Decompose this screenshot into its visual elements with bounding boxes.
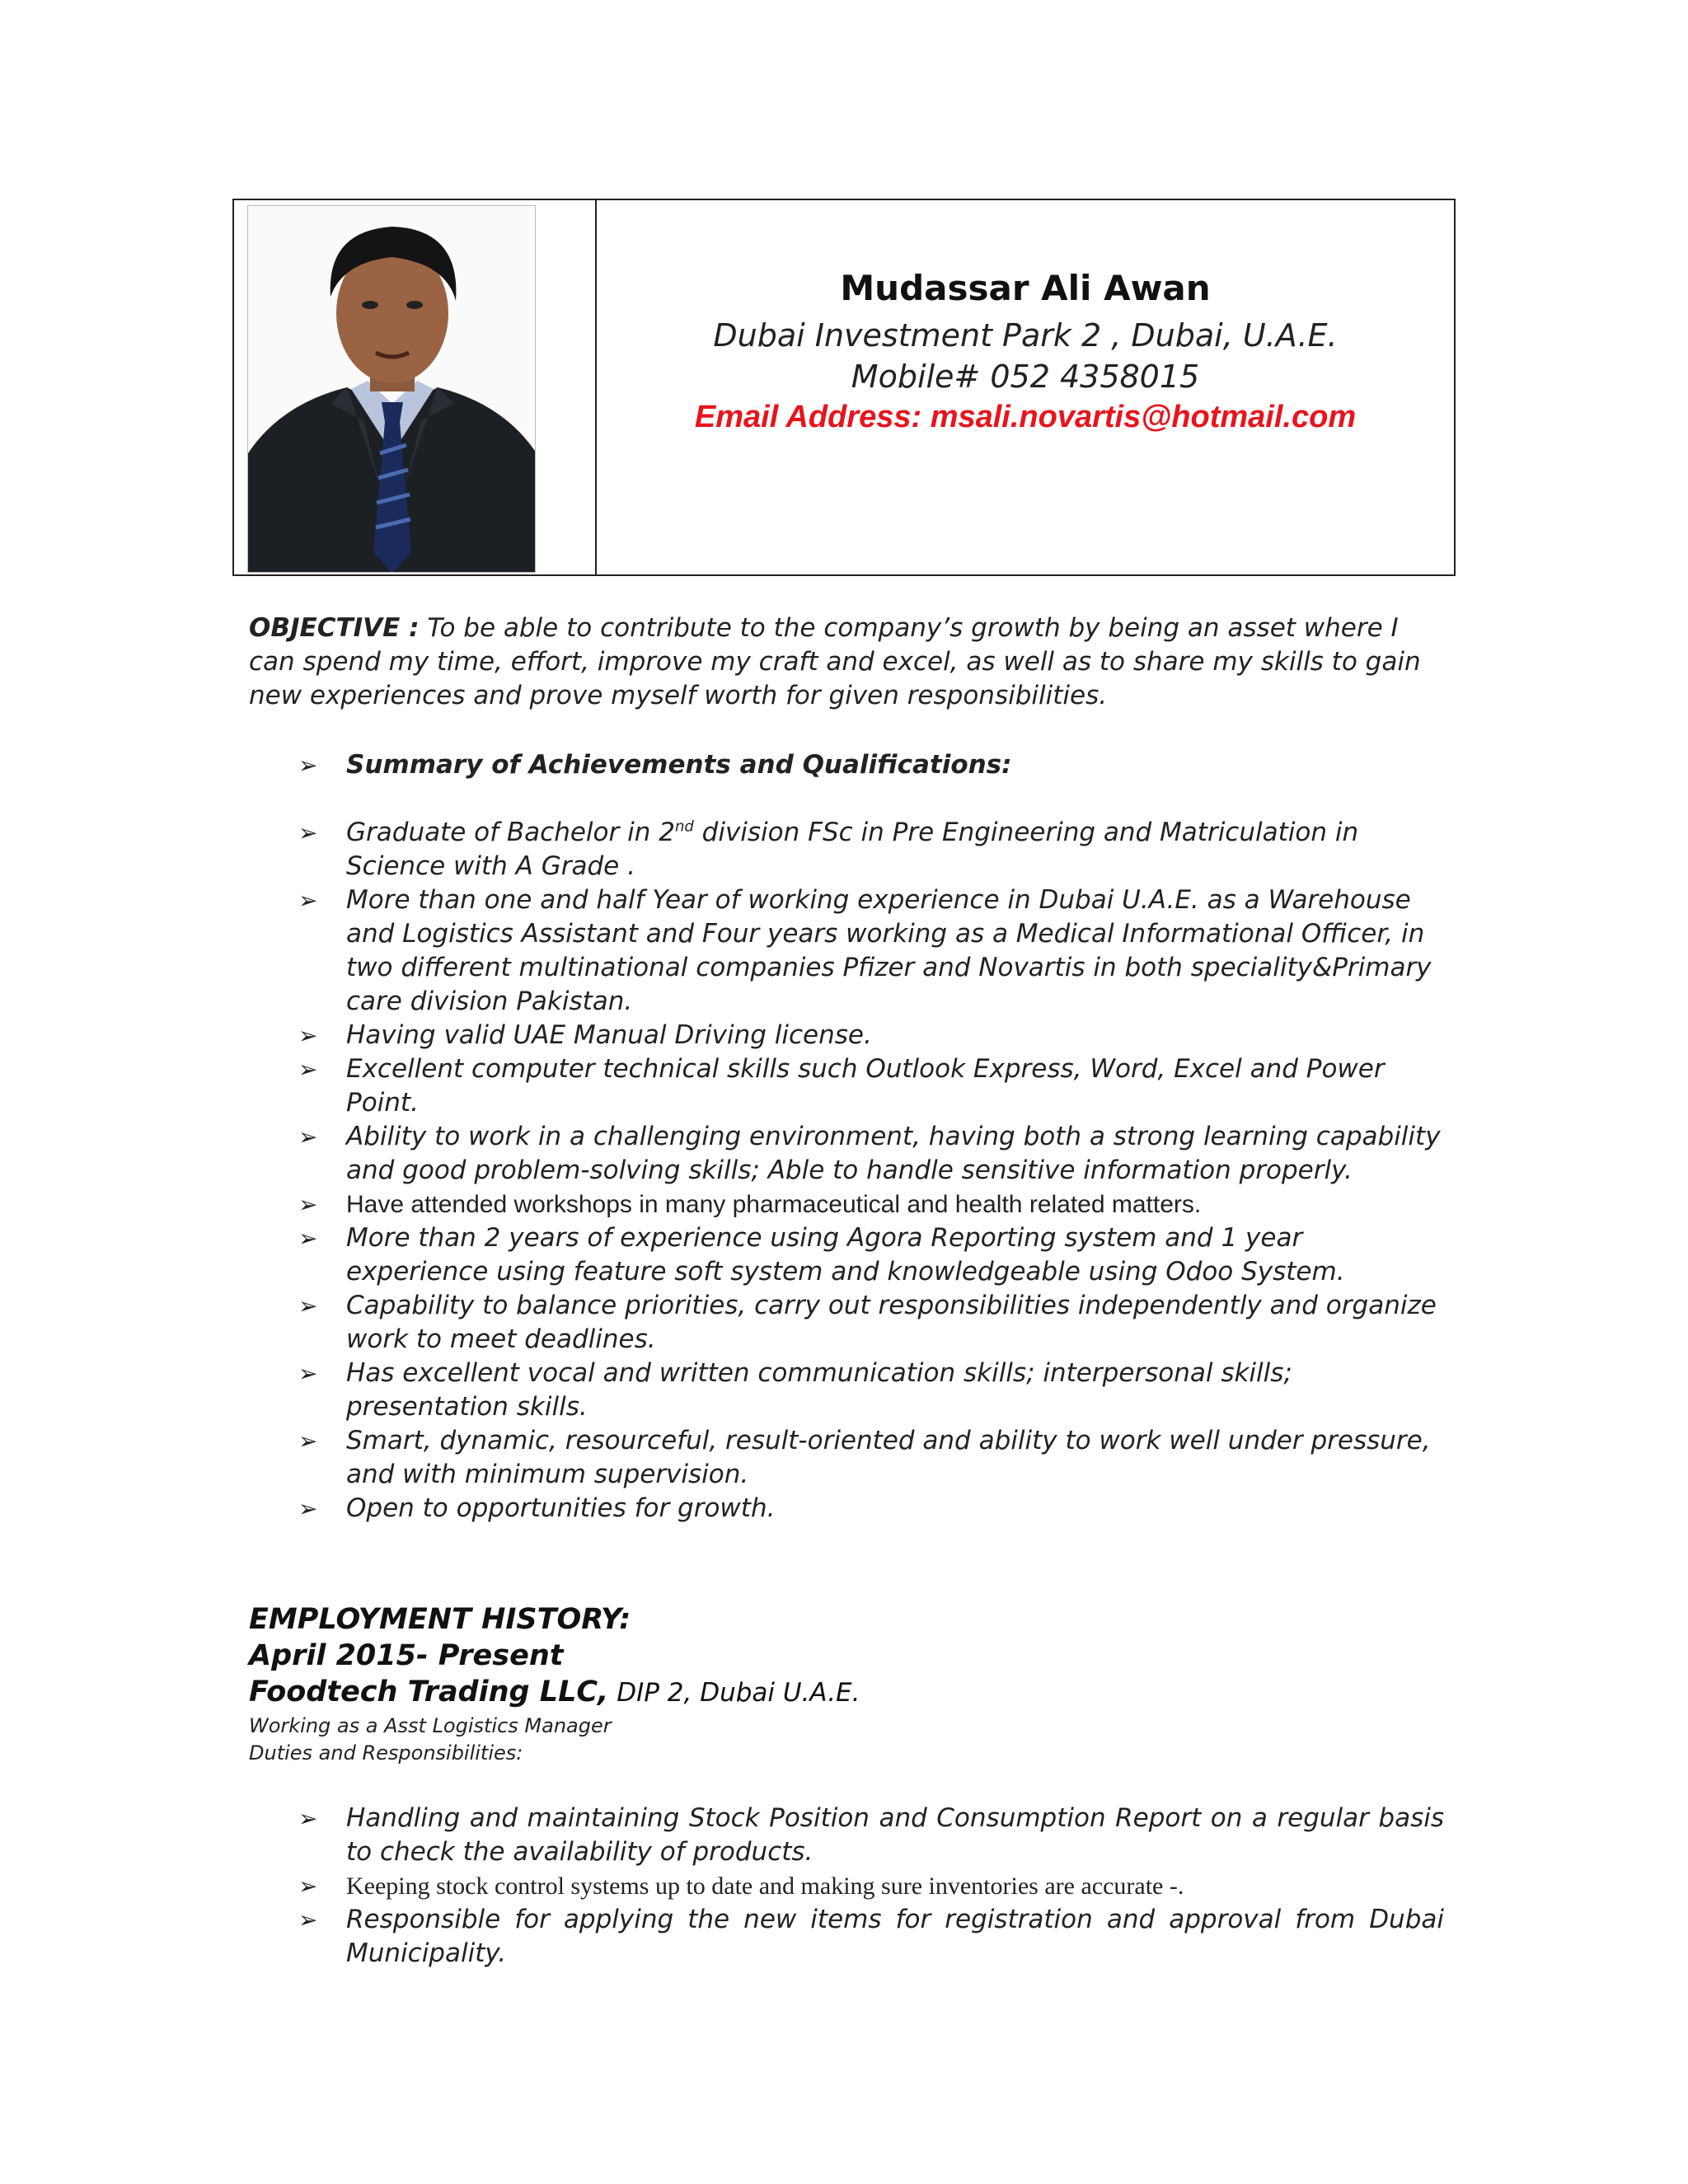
arrowhead-bullet-icon: ➢ bbox=[298, 1292, 318, 1319]
arrowhead-bullet-icon: ➢ bbox=[298, 819, 318, 846]
profile-photo bbox=[247, 205, 536, 573]
list-item bbox=[298, 1424, 1444, 1492]
header-box bbox=[232, 199, 1456, 576]
objective-label: OBJECTIVE : bbox=[249, 613, 420, 643]
list-item bbox=[298, 1019, 1444, 1052]
photo-cell bbox=[234, 200, 597, 574]
arrowhead-bullet-icon: ➢ bbox=[298, 1872, 318, 1900]
summary-item-text: Open to opportunities for growth. bbox=[346, 1493, 776, 1523]
arrowhead-bullet-icon: ➢ bbox=[298, 1123, 318, 1151]
summary-item-text: Smart, dynamic, resourceful, result-oriented and ability to work well under pressure, and with minimum supervision. bbox=[346, 1426, 1431, 1489]
duty-text: Keeping stock control systems up to date and making sure inventories are accurate -. bbox=[346, 1872, 1184, 1900]
summary-title-list bbox=[298, 748, 1444, 782]
list-item bbox=[298, 1289, 1444, 1357]
duties-list bbox=[298, 1802, 1444, 1971]
education-text: Graduate of Bachelor in 2nd division FSc in Pre Engineering and Matriculation in Science with A Grade . bbox=[346, 818, 1359, 881]
company-location: DIP 2, Dubai U.A.E. bbox=[608, 1678, 860, 1708]
summary-item-text: Ability to work in a challenging environment, having both a strong learning capability and good problem-solving skills; Able to handle sensitive information properly. bbox=[346, 1122, 1441, 1185]
summary-list bbox=[298, 816, 1444, 1526]
list-item bbox=[298, 1492, 1444, 1526]
summary-item-text: Have attended workshops in many pharmaceutical and health related matters. bbox=[346, 1191, 1202, 1218]
list-item bbox=[298, 1188, 1444, 1221]
list-item bbox=[298, 748, 1444, 782]
employment-period: April 2015- Present bbox=[249, 1639, 564, 1672]
duty-text: Handling and maintaining Stock Position and Consumption Report on a regular basis to check the availability of products. bbox=[346, 1803, 1444, 1867]
list-item bbox=[298, 1221, 1444, 1289]
summary-title: Summary of Achievements and Qualifications: bbox=[346, 750, 1012, 780]
arrowhead-bullet-icon: ➢ bbox=[298, 1056, 318, 1083]
summary-item-text: More than 2 years of experience using Agora Reporting system and 1 year experience using feature soft system and knowledgeable using Odoo System. bbox=[346, 1223, 1345, 1286]
list-item bbox=[298, 1120, 1444, 1188]
arrowhead-bullet-icon: ➢ bbox=[298, 1360, 318, 1387]
arrowhead-bullet-icon: ➢ bbox=[298, 1427, 318, 1455]
list-item bbox=[298, 816, 1444, 883]
summary-item-text: Has excellent vocal and written communication skills; interpersonal skills; presentation skills. bbox=[346, 1358, 1292, 1422]
arrowhead-bullet-icon: ➢ bbox=[298, 887, 318, 914]
job-role: Working as a Asst Logistics Manager bbox=[249, 1714, 612, 1737]
arrowhead-bullet-icon: ➢ bbox=[298, 1022, 318, 1049]
profile-photo-illustration bbox=[248, 206, 536, 573]
arrowhead-bullet-icon: ➢ bbox=[298, 1495, 318, 1522]
email-address[interactable]: Email Address: msali.novartis@hotmail.com bbox=[694, 400, 1357, 434]
arrowhead-bullet-icon: ➢ bbox=[298, 752, 318, 779]
summary-item-text: More than one and half Year of working experience in Dubai U.A.E. as a Warehouse and Logistics Assistant and Four years working as a Medical Informational Officer, in two different multinational companies Pfizer and Novartis in both speciality&Primary care division Pakistan. bbox=[346, 885, 1432, 1016]
list-item bbox=[298, 1357, 1444, 1424]
summary-item-text: Excellent computer technical skills such Outlook Express, Word, Excel and Power Point. bbox=[346, 1054, 1385, 1118]
company-name: Foodtech Trading LLC, bbox=[249, 1675, 609, 1708]
arrowhead-bullet-icon: ➢ bbox=[298, 1906, 318, 1933]
objective-text: To be able to contribute to the company’s growth by being an asset where I can spend my time, effort, improve my craft and excel, as well as to share my skills to gain new experiences and prove myself worth for given responsibilities. bbox=[249, 613, 1421, 710]
summary-item-text: Capability to balance priorities, carry out responsibilities independently and organize work to meet deadlines. bbox=[346, 1291, 1437, 1354]
arrowhead-bullet-icon: ➢ bbox=[298, 1225, 318, 1252]
candidate-name: Mudassar Ali Awan bbox=[840, 268, 1211, 308]
company-line bbox=[249, 1675, 860, 1708]
arrowhead-bullet-icon: ➢ bbox=[298, 1191, 318, 1218]
employment-heading: EMPLOYMENT HISTORY: bbox=[249, 1603, 631, 1636]
objective-section bbox=[249, 612, 1444, 713]
contact-info bbox=[597, 200, 1454, 574]
list-item bbox=[298, 1802, 1444, 1869]
address: Dubai Investment Park 2 , Dubai, U.A.E. bbox=[713, 317, 1338, 354]
list-item bbox=[298, 1869, 1444, 1903]
mobile-number: Mobile# 052 4358015 bbox=[851, 359, 1200, 395]
duty-text: Responsible for applying the new items for registration and approval from Dubai Municipality. bbox=[346, 1905, 1444, 1968]
summary-item-text: Having valid UAE Manual Driving license. bbox=[346, 1020, 872, 1050]
list-item bbox=[298, 1903, 1444, 1971]
list-item bbox=[298, 883, 1444, 1019]
list-item bbox=[298, 1052, 1444, 1120]
arrowhead-bullet-icon: ➢ bbox=[298, 1805, 318, 1832]
duties-label: Duties and Responsibilities: bbox=[249, 1741, 523, 1765]
